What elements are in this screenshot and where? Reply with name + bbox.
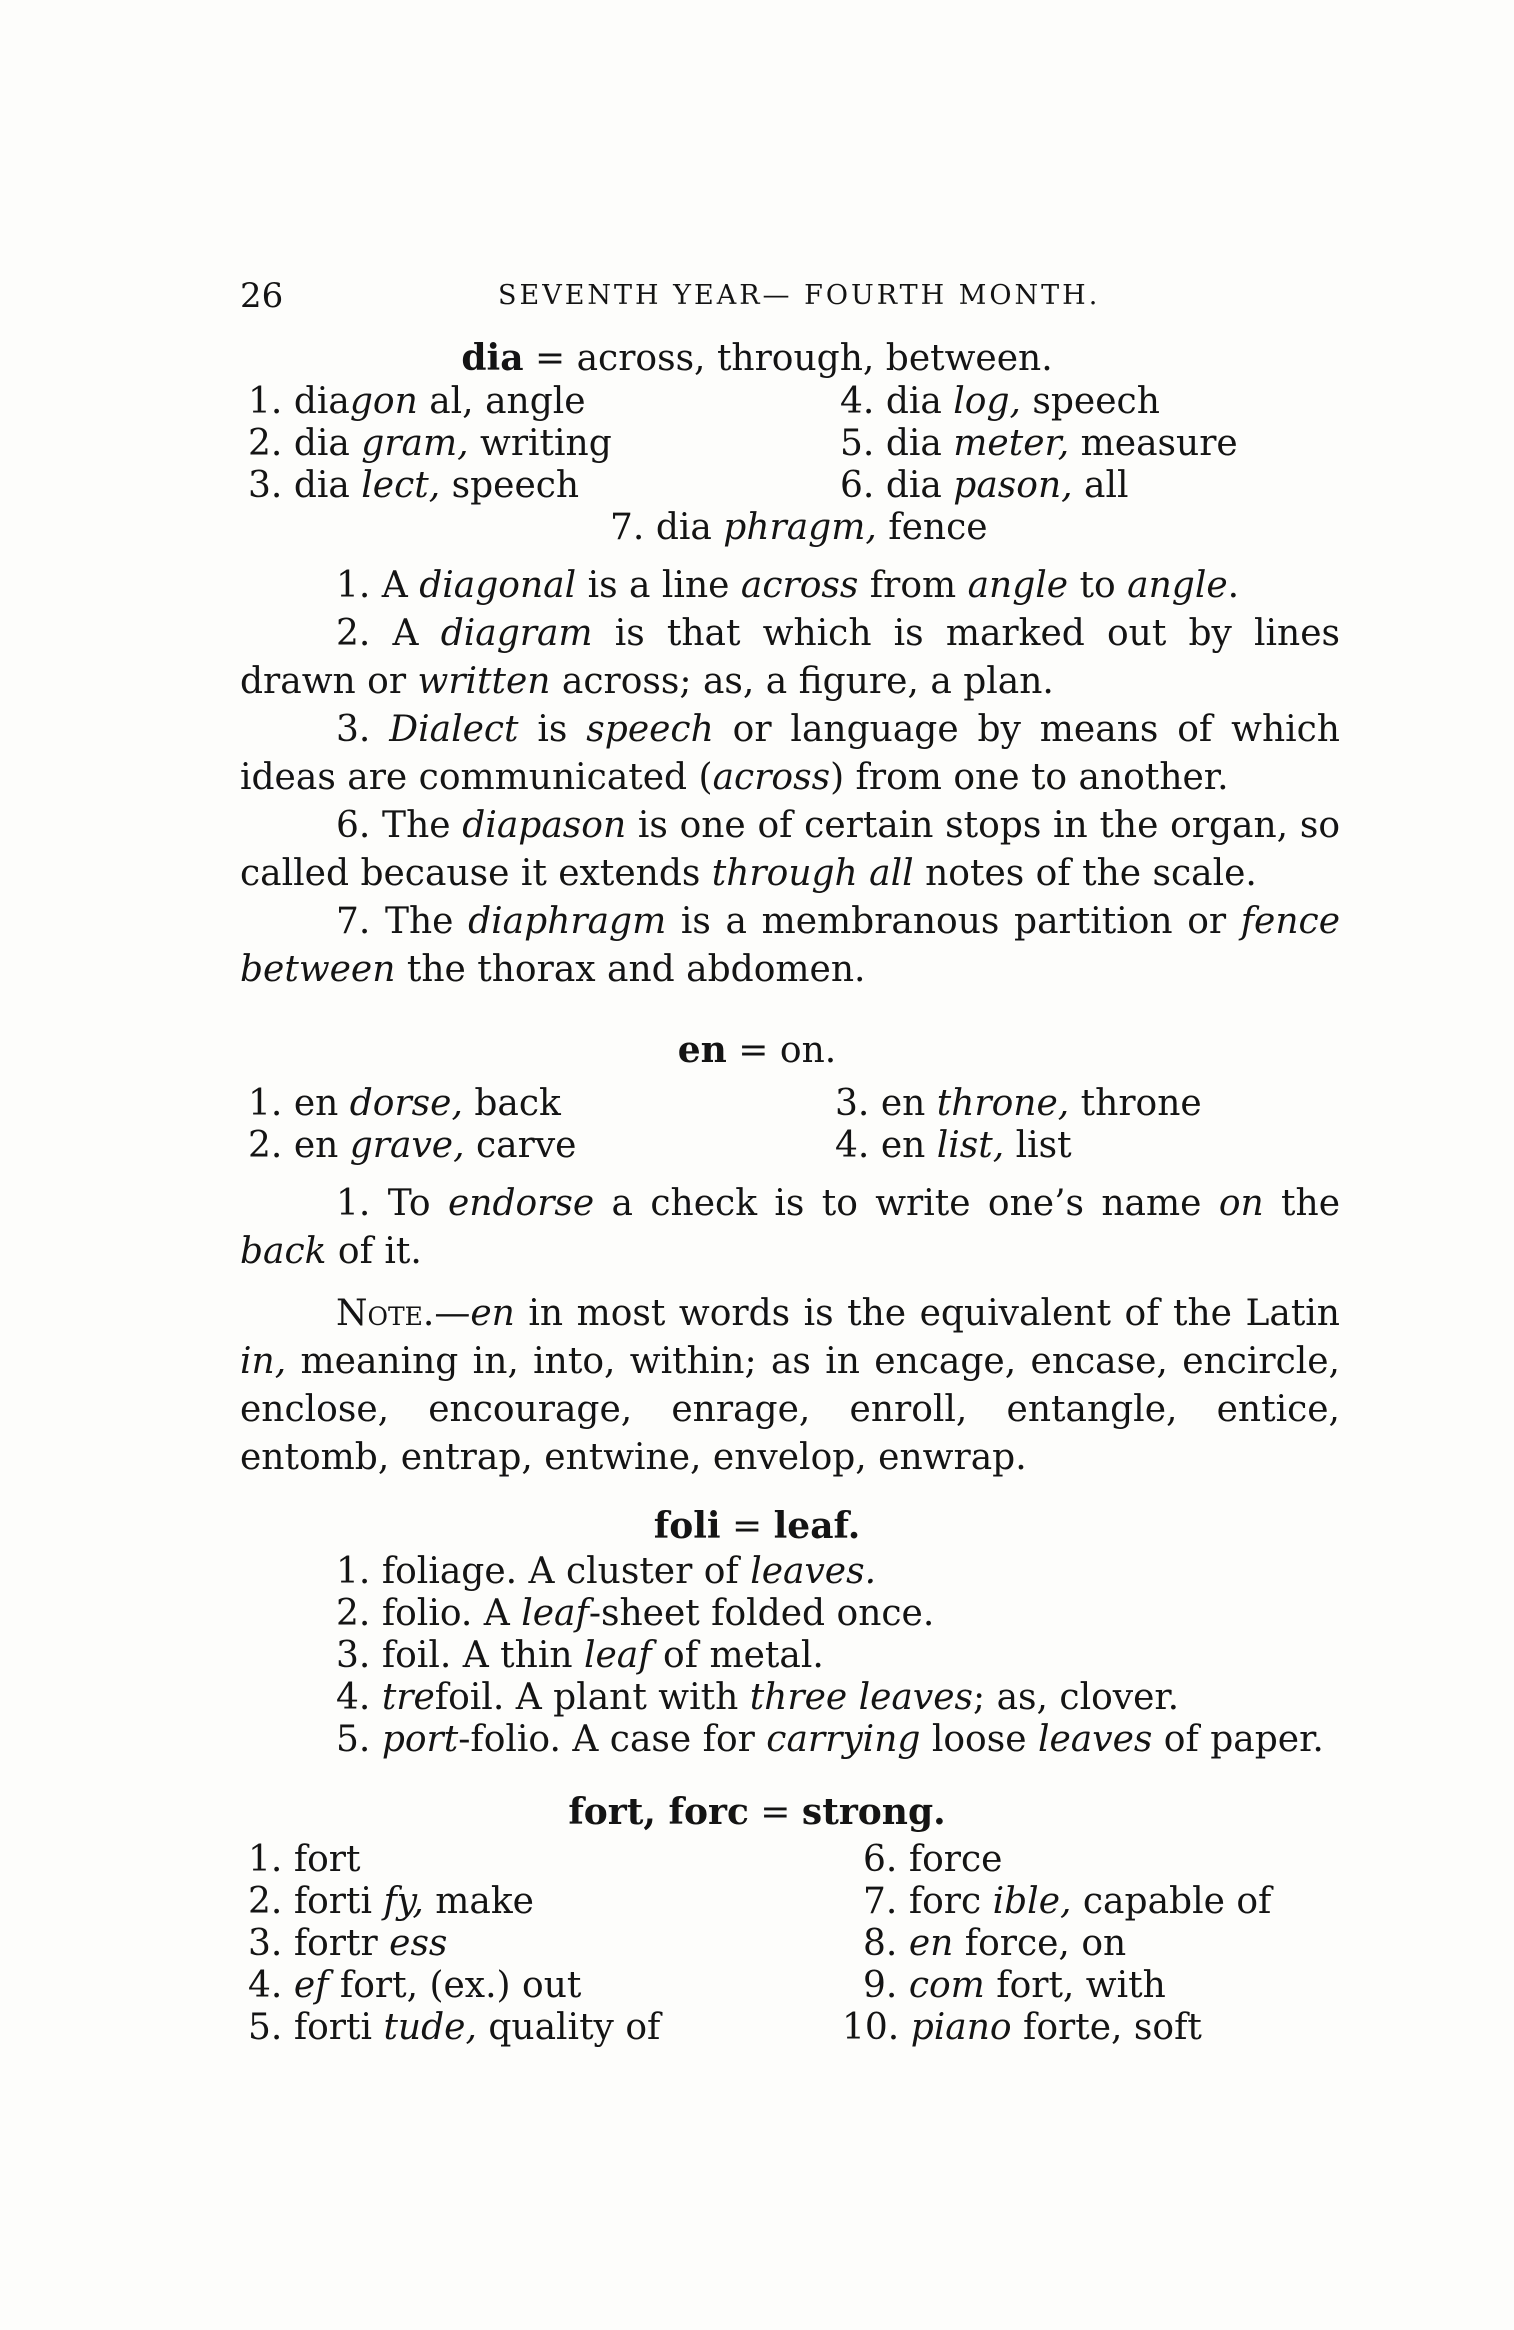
word-item: 5. port-folio. A case for carrying loose leaves of paper. — [336, 1719, 1324, 1760]
section-heading-fort: fort, forc = strong. — [568, 1791, 946, 1833]
word-item: 1. en dorse, back — [248, 1083, 561, 1124]
word-item: 5. dia meter, measure — [840, 423, 1238, 464]
word-item: 3. dia lect, speech — [248, 465, 580, 506]
page-number: 26 — [240, 276, 284, 316]
word-item: 4. en list, list — [835, 1125, 1072, 1166]
section-heading-dia: dia = across, through, between. — [461, 337, 1053, 379]
paragraph: 2. A diagram is that which is marked out by lines drawn or written across; as, a figure, a plan. — [240, 613, 1341, 702]
word-item: 3. foil. A thin leaf of metal. — [336, 1635, 824, 1676]
word-item: 2. en grave, carve — [248, 1125, 577, 1166]
word-item: 6. dia pason, all — [840, 465, 1129, 506]
section-heading-en: en = on. — [677, 1029, 837, 1071]
paragraph: 7. The diaphragm is a membranous partition or fence between the thorax and abdomen. — [240, 901, 1340, 990]
word-item: 2. folio. A leaf-sheet folded once. — [336, 1593, 935, 1634]
paragraph: 1. To endorse a check is to write one’s name on the back of it. — [240, 1183, 1341, 1272]
word-item: 5. forti tude, quality of — [248, 2007, 661, 2048]
word-item: 10. piano forte, soft — [842, 2007, 1202, 2048]
word-item: 3. en throne, throne — [835, 1083, 1202, 1124]
word-item: 7. dia phragm, fence — [610, 507, 988, 548]
en-explanations — [240, 1180, 1340, 1482]
section-heading-foli: foli = leaf. — [653, 1505, 861, 1547]
word-item: 9. com fort, with — [863, 1965, 1166, 2006]
word-item: 7. forc ible, capable of — [863, 1881, 1272, 1922]
paragraph: 6. The diapason is one of certain stops in the organ, so called because it extends through all notes of the scale. — [240, 805, 1340, 894]
word-item: 1. foliage. A cluster of leaves. — [336, 1551, 877, 1592]
word-item: 4. trefoil. A plant with three leaves; as, clover. — [336, 1677, 1180, 1718]
word-item: 3. fortr ess — [248, 1923, 448, 1964]
word-item: 8. en force, on — [863, 1923, 1127, 1964]
paragraph: 3. Dialect is speech or language by means of which ideas are communicated (across) from one to another. — [240, 709, 1340, 798]
word-item: 1. diagon al, angle — [248, 381, 586, 422]
word-item: 2. forti fy, make — [248, 1881, 534, 1922]
paragraph: 1. A diagonal is a line across from angle to angle. — [336, 565, 1240, 606]
word-item: 4. dia log, speech — [840, 381, 1160, 422]
word-item: 2. dia gram, writing — [248, 423, 612, 464]
word-item: 1. fort — [248, 1839, 361, 1880]
word-item: 6. force — [863, 1839, 1003, 1880]
running-head: SEVENTH YEAR— FOURTH MONTH. — [498, 280, 1101, 311]
word-item: 4. ef fort, (ex.) out — [248, 1965, 582, 2006]
page-header — [240, 276, 1340, 324]
dia-explanations — [240, 562, 1340, 994]
note-paragraph: Note.—en in most words is the equivalent of the Latin in, meaning in, into, within; as in encage, encase, encircle, enclose, encourage, enrage, enroll, entangle, entice, entomb, entrap, entwine, envelop, enwrap. — [240, 1293, 1340, 1478]
